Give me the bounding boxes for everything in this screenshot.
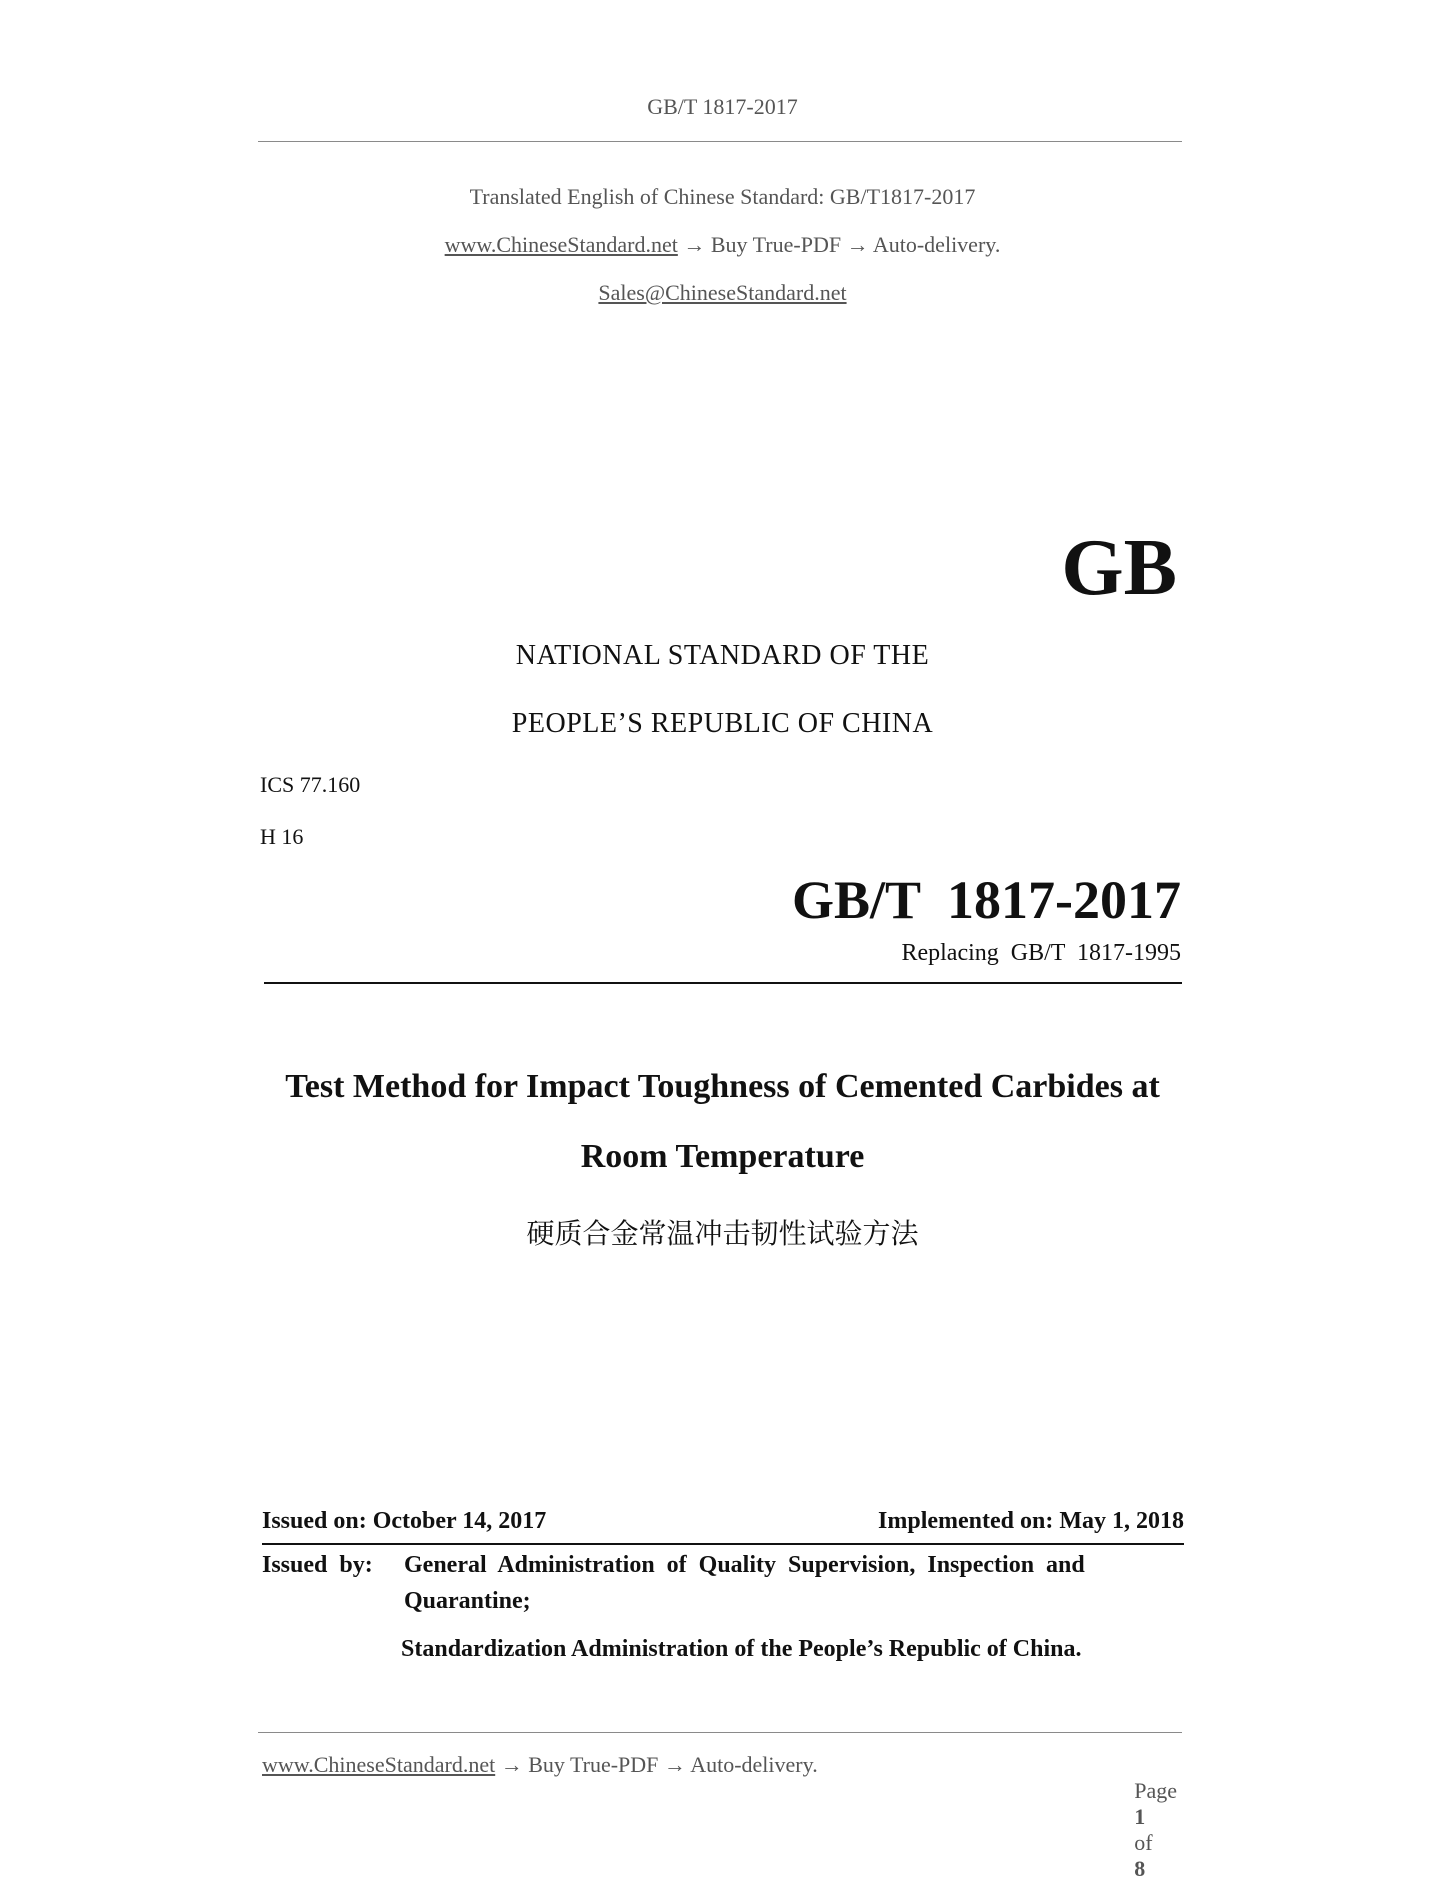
issuer-sac: Standardization Administration of the People’s Republic of China. (401, 1636, 1082, 1662)
issued-by-label: Issued by: (262, 1552, 373, 1578)
sales-email-link[interactable]: Sales@ChineseStandard.net (598, 280, 847, 305)
arrow-icon: → (683, 232, 706, 257)
title-chinese: 硬质合金常温冲击韧性试验方法 (526, 1217, 919, 1250)
buy-text: Buy True-PDF (710, 232, 842, 257)
dates-divider (262, 1543, 1184, 1545)
arrow-icon: → (500, 1752, 523, 1777)
arrow-icon: → (846, 232, 869, 257)
translation-notice: Translated English of Chinese Standard: GB/T1817-2017 (469, 184, 976, 209)
page-label: Page (1134, 1778, 1177, 1803)
implemented-date: Implemented on: May 1, 2018 (878, 1508, 1184, 1534)
replacing-note: Replacing GB/T 1817-1995 (901, 940, 1181, 966)
auto-delivery-text: Auto-delivery. (872, 232, 1001, 257)
page-indicator (1123, 1752, 1177, 1882)
ics-code: ICS 77.160 (260, 772, 361, 797)
footer-divider (258, 1732, 1182, 1733)
issued-date: Issued on: October 14, 2017 (262, 1508, 547, 1534)
email-line (0, 280, 1445, 306)
standard-number: GB/T 1817-2017 (791, 870, 1181, 930)
site-link[interactable]: www.ChineseStandard.net (444, 232, 678, 257)
page-total: 8 (1134, 1856, 1146, 1881)
number-divider (264, 982, 1182, 984)
title-line1: Test Method for Impact Toughness of Cemented Carbides at (285, 1068, 1160, 1105)
of-label: of (1134, 1830, 1153, 1855)
arrow-icon: → (663, 1752, 686, 1777)
header-divider (258, 141, 1182, 142)
footer-purchase-line (262, 1752, 818, 1778)
national-standard-line1: NATIONAL STANDARD OF THE (515, 640, 930, 671)
page-number: 1 (1134, 1804, 1146, 1829)
gb-logo-mark: GB (1061, 524, 1177, 612)
purchase-line (0, 232, 1445, 258)
footer-buy-text: Buy True-PDF (528, 1752, 659, 1777)
issuer-aqsiq-line2: Quarantine; (404, 1588, 531, 1614)
title-line2: Room Temperature (580, 1138, 865, 1175)
ccs-code: H 16 (260, 824, 304, 849)
issuer-aqsiq-line1: General Administration of Quality Supervision, Inspection and (404, 1552, 1085, 1578)
running-header: GB/T 1817-2017 (647, 94, 798, 119)
footer-site-link[interactable]: www.ChineseStandard.net (262, 1752, 496, 1777)
footer-auto-delivery-text: Auto-delivery. (690, 1752, 818, 1777)
national-standard-line2: PEOPLE’S REPUBLIC OF CHINA (511, 708, 934, 739)
